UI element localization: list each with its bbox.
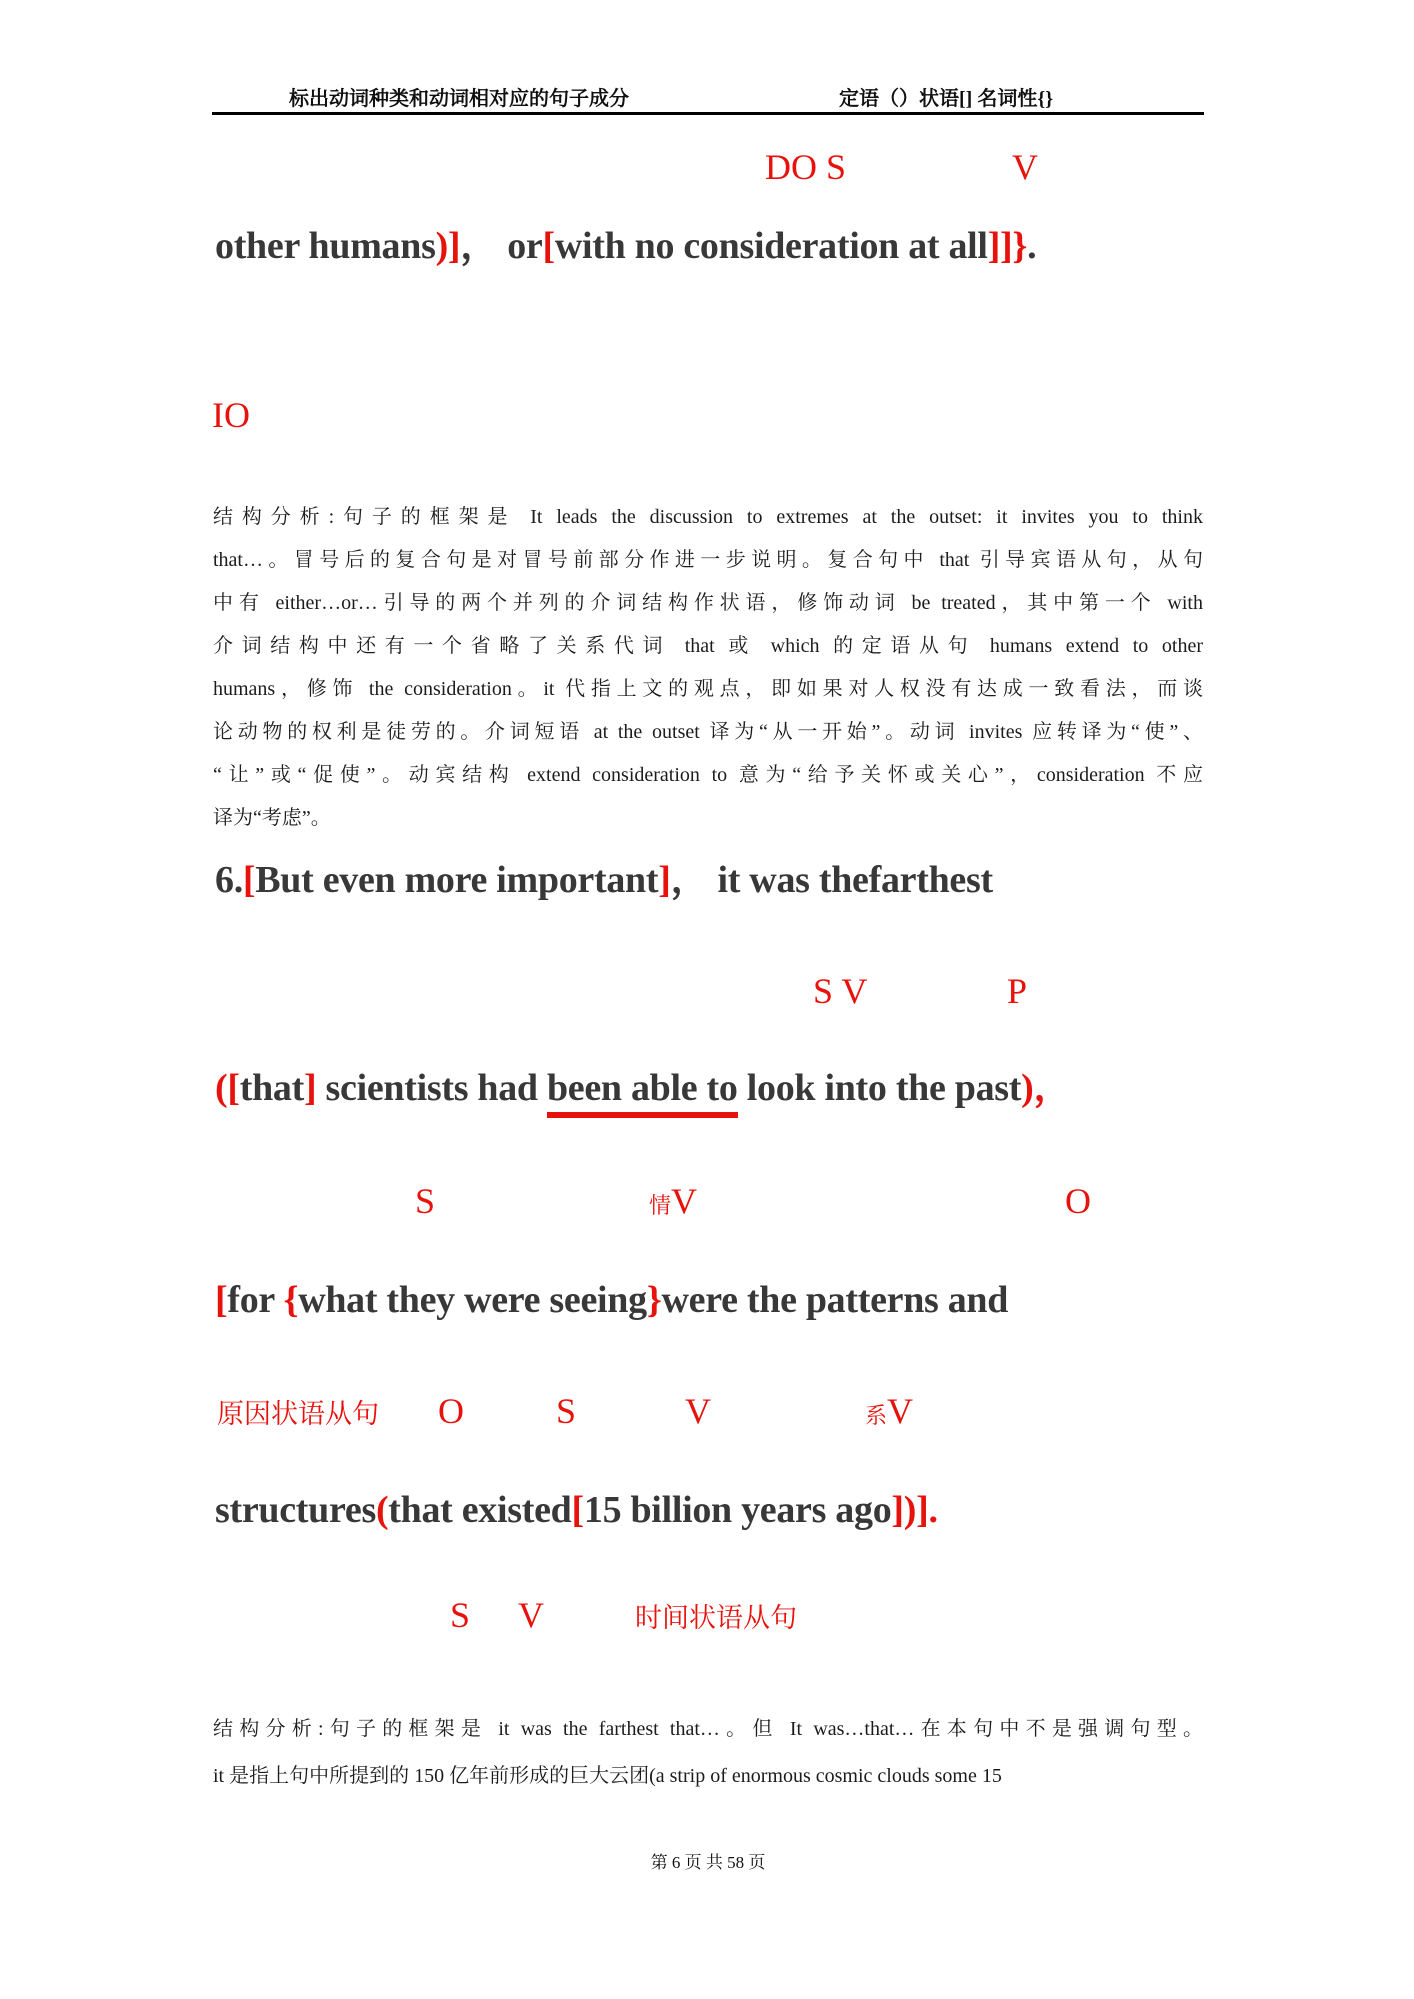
sentence-line-1 (215, 226, 1036, 268)
paragraph-line: it 是指上句中所提到的 150 亿年前形成的巨大云团(a strip of enormous cosmic clouds some 15 (213, 1765, 1002, 1787)
paragraph-line: 介词结构中还有一个省略了关系代词 that 或 which 的定语从句 humans extend to other (213, 635, 1203, 657)
annotation-o-1: O (1065, 1181, 1091, 1221)
sentence-line-3 (215, 1068, 1071, 1110)
sentence3-text: scientists had (316, 1067, 547, 1109)
sentence5-structures: structures (215, 1489, 376, 1531)
bracket-close-square: ] (303, 1067, 317, 1109)
annotation-v-3: V (685, 1391, 711, 1431)
annotation-s-4: S (450, 1595, 471, 1635)
analysis-paragraph-2 (213, 1706, 1203, 1800)
sentence5-text: that existed (388, 1489, 572, 1531)
annotation-v-1: V (1012, 147, 1038, 187)
annotation-io: IO (212, 395, 250, 435)
annotation-s-3: S (556, 1391, 577, 1431)
bracket-close-paren: )] (435, 225, 461, 267)
footer-page-number: 第 6 页 共 58 页 (650, 1853, 766, 1872)
underlined-phrase: been able to (547, 1067, 738, 1118)
sentence1-comma-or: ， or (460, 225, 543, 267)
sentence1-text: other humans (215, 225, 436, 267)
sentence4-for: for (227, 1279, 284, 1321)
sentence1-period: . (1027, 225, 1037, 267)
analysis-paragraph-1 (213, 496, 1203, 840)
brace-open: { (283, 1279, 299, 1321)
item-number: 6. (215, 859, 243, 901)
annotation-s-v: S V (813, 971, 868, 1011)
bracket-open-square: [ (542, 225, 555, 267)
annotation-o-2: O (438, 1391, 464, 1431)
paragraph-line: that…。冒号后的复合句是对冒号前部分作进一步说明。复合句中 that 引导宾语从句，从句 (213, 549, 1203, 571)
header-right-legend: 定语（）状语[] 名词性{} (839, 88, 1054, 110)
annotation-linking-v (865, 1392, 913, 1432)
bracket-close-group: ]]} (987, 225, 1028, 267)
annotation-v-2: V (671, 1181, 698, 1221)
bracket-open-square: [ (571, 1489, 584, 1531)
annotation-time-clause: 时间状语从句 (635, 1603, 797, 1633)
paragraph-line: 论动物的权利是徒劳的。介词短语 at the outset 译为“从一开始”。动词 invites 应转译为“使”、 (213, 721, 1203, 743)
sentence-line-5 (215, 1490, 938, 1532)
paragraph-line: humans，修饰 the consideration。it 代指上文的观点，即如果对人权没有达成一致看法，而谈 (213, 678, 1203, 700)
paragraph-line: 译为“考虑”。 (213, 807, 331, 829)
heading6-text-2: ， it was thefarthest (670, 859, 993, 901)
bracket-open-paren: ( (375, 1489, 389, 1531)
annotation-v-4: V (887, 1391, 914, 1431)
brace-close: } (646, 1279, 662, 1321)
annotation-p: P (1007, 971, 1028, 1011)
annotation-s-2: S (415, 1181, 436, 1221)
annotation-modal-v (649, 1182, 697, 1222)
annotation-xi: 系 (865, 1403, 888, 1428)
sentence4-text-2: were the patterns and (661, 1279, 1009, 1321)
heading6-text: But even more important (255, 859, 659, 901)
bracket-open-group: ([ (215, 1067, 240, 1109)
bracket-close-square: ] (658, 859, 671, 901)
bracket-close-group-period: ])]. (891, 1489, 938, 1531)
sentence3-text-2: look into the past (737, 1067, 1022, 1109)
paragraph-line: 中有 either…or…引导的两个并列的介词结构作状语，修饰动词 be treated，其中第一个 with (213, 592, 1203, 614)
sentence4-text: what they were seeing (298, 1279, 647, 1321)
bracket-open-square: [ (242, 859, 256, 901)
header-left-title: 标出动词种类和动词相对应的句子成分 (289, 88, 629, 110)
sentence3-that: that (239, 1067, 304, 1109)
annotation-reason-clause: 原因状语从句 (217, 1399, 379, 1429)
bracket-close-paren-comma: )， (1021, 1067, 1072, 1109)
annotation-qing: 情 (649, 1193, 672, 1218)
sentence-heading-6 (215, 860, 993, 902)
paragraph-line: 结构分析:句子的框架是 it was the farthest that…。但 It was…that…在本句中不是强调句型。 (213, 1718, 1203, 1740)
header-rule (212, 112, 1204, 115)
annotation-do-s: DO S (765, 147, 847, 187)
paragraph-line: “让”或“促使”。动宾结构 extend consideration to 意为“给予关怀或关心”，consideration 不应 (213, 764, 1203, 786)
paragraph-line: 结构分析:句子的框架是 It leads the discussion to extremes at the outset: it invites you to think (213, 506, 1203, 528)
annotation-v-5: V (518, 1595, 544, 1635)
sentence5-text-2: 15 billion years ago (583, 1489, 892, 1531)
sentence1-text-2: with no consideration at all (554, 225, 988, 267)
bracket-open-square: [ (215, 1279, 228, 1321)
sentence-line-4 (215, 1280, 1008, 1322)
